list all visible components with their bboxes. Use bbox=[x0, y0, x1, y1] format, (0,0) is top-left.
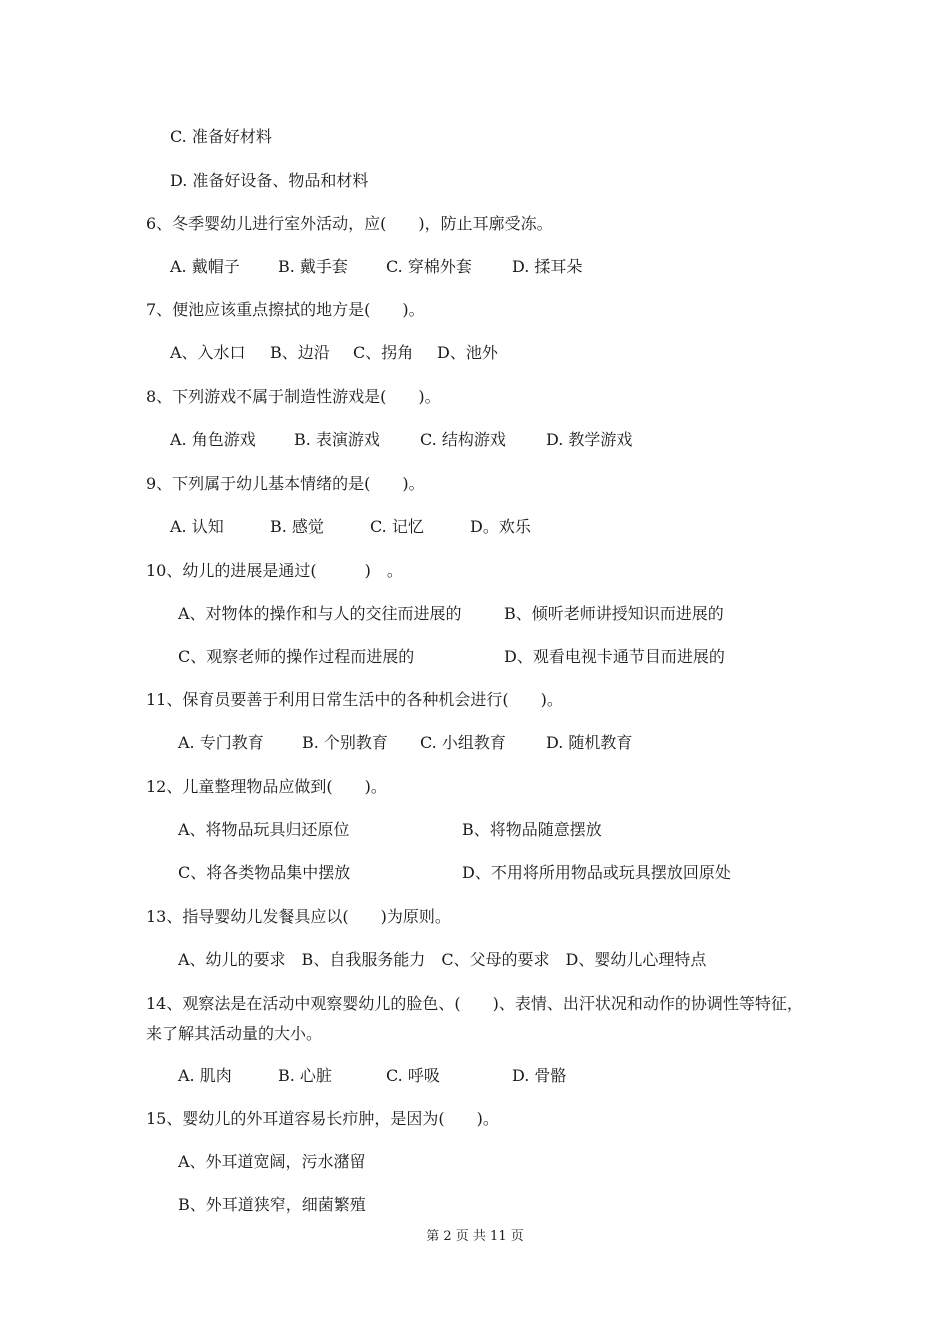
option-a: A、外耳道宽阔，污水潴留 bbox=[178, 1152, 366, 1171]
question-11: 11、保育员要善于利用日常生活中的各种机会进行( )。 bbox=[146, 690, 563, 709]
question-8: 8、下列游戏不属于制造性游戏是( )。 bbox=[146, 387, 441, 406]
option-c: C、将各类物品集中摆放 bbox=[178, 863, 351, 882]
question-6: 6、冬季婴幼儿进行室外活动，应( )，防止耳廓受冻。 bbox=[146, 214, 553, 233]
option-b: B. 戴手套 bbox=[278, 257, 348, 276]
option-a: A、入水口 bbox=[170, 343, 246, 362]
option-b: B、外耳道狭窄，细菌繁殖 bbox=[178, 1195, 366, 1214]
question-13: 13、指导婴幼儿发餐具应以( )为原则。 bbox=[146, 907, 451, 926]
option-b: B. 个别教育 bbox=[302, 733, 388, 752]
option-c: C. 呼吸 bbox=[386, 1066, 440, 1085]
option-c: C. 结构游戏 bbox=[420, 430, 506, 449]
option-a: A. 认知 bbox=[170, 517, 224, 536]
option-b: B. 心脏 bbox=[278, 1066, 332, 1085]
question-15: 15、婴幼儿的外耳道容易长疖肿，是因为( )。 bbox=[146, 1109, 499, 1128]
option-d: D. 揉耳朵 bbox=[512, 257, 583, 276]
question-13-options: A、幼儿的要求 B、自我服务能力 C、父母的要求 D、婴幼儿心理特点 bbox=[178, 950, 707, 969]
option-d: D. 随机教育 bbox=[546, 733, 633, 752]
option-c: C. 小组教育 bbox=[420, 733, 506, 752]
page-footer: 第 2 页 共 11 页 bbox=[426, 1229, 524, 1244]
option-b: B、将物品随意摆放 bbox=[462, 820, 602, 839]
option-a: A. 专门教育 bbox=[178, 733, 264, 752]
option-d: D. 骨骼 bbox=[512, 1066, 567, 1085]
option-line: C. 准备好材料 bbox=[170, 127, 272, 146]
option-line: D. 准备好设备、物品和材料 bbox=[170, 171, 369, 190]
option-a: A、对物体的操作和与人的交往而进展的 bbox=[178, 604, 462, 623]
option-c: C. 穿棉外套 bbox=[386, 257, 472, 276]
option-d: D。欢乐 bbox=[470, 517, 531, 536]
option-b: B、边沿 bbox=[270, 343, 330, 362]
question-10: 10、幼儿的进展是通过( ) 。 bbox=[146, 561, 403, 580]
option-d: D、观看电视卡通节目而进展的 bbox=[504, 647, 725, 666]
option-b: B. 感觉 bbox=[270, 517, 324, 536]
option-a: A. 肌肉 bbox=[178, 1066, 232, 1085]
option-c: C. 记忆 bbox=[370, 517, 424, 536]
option-b: B、倾听老师讲授知识而进展的 bbox=[504, 604, 724, 623]
option-a: A、将物品玩具归还原位 bbox=[178, 820, 350, 839]
question-12: 12、儿童整理物品应做到( )。 bbox=[146, 777, 387, 796]
option-c: C、拐角 bbox=[353, 343, 414, 362]
option-d: D、不用将所用物品或玩具摆放回原处 bbox=[462, 863, 731, 882]
question-9: 9、下列属于幼儿基本情绪的是( )。 bbox=[146, 474, 425, 493]
option-d: D. 教学游戏 bbox=[546, 430, 633, 449]
option-b: B. 表演游戏 bbox=[294, 430, 380, 449]
option-d: D、池外 bbox=[437, 343, 498, 362]
question-14: 14、观察法是在活动中观察婴幼儿的脸色、( )、表情、出汗状况和动作的协调性等特征，来了解其活动量的大小。 bbox=[146, 994, 803, 1043]
option-a: A. 角色游戏 bbox=[170, 430, 256, 449]
option-a: A. 戴帽子 bbox=[170, 257, 240, 276]
option-c: C、观察老师的操作过程而进展的 bbox=[178, 647, 415, 666]
question-7: 7、便池应该重点擦拭的地方是( )。 bbox=[146, 300, 425, 319]
